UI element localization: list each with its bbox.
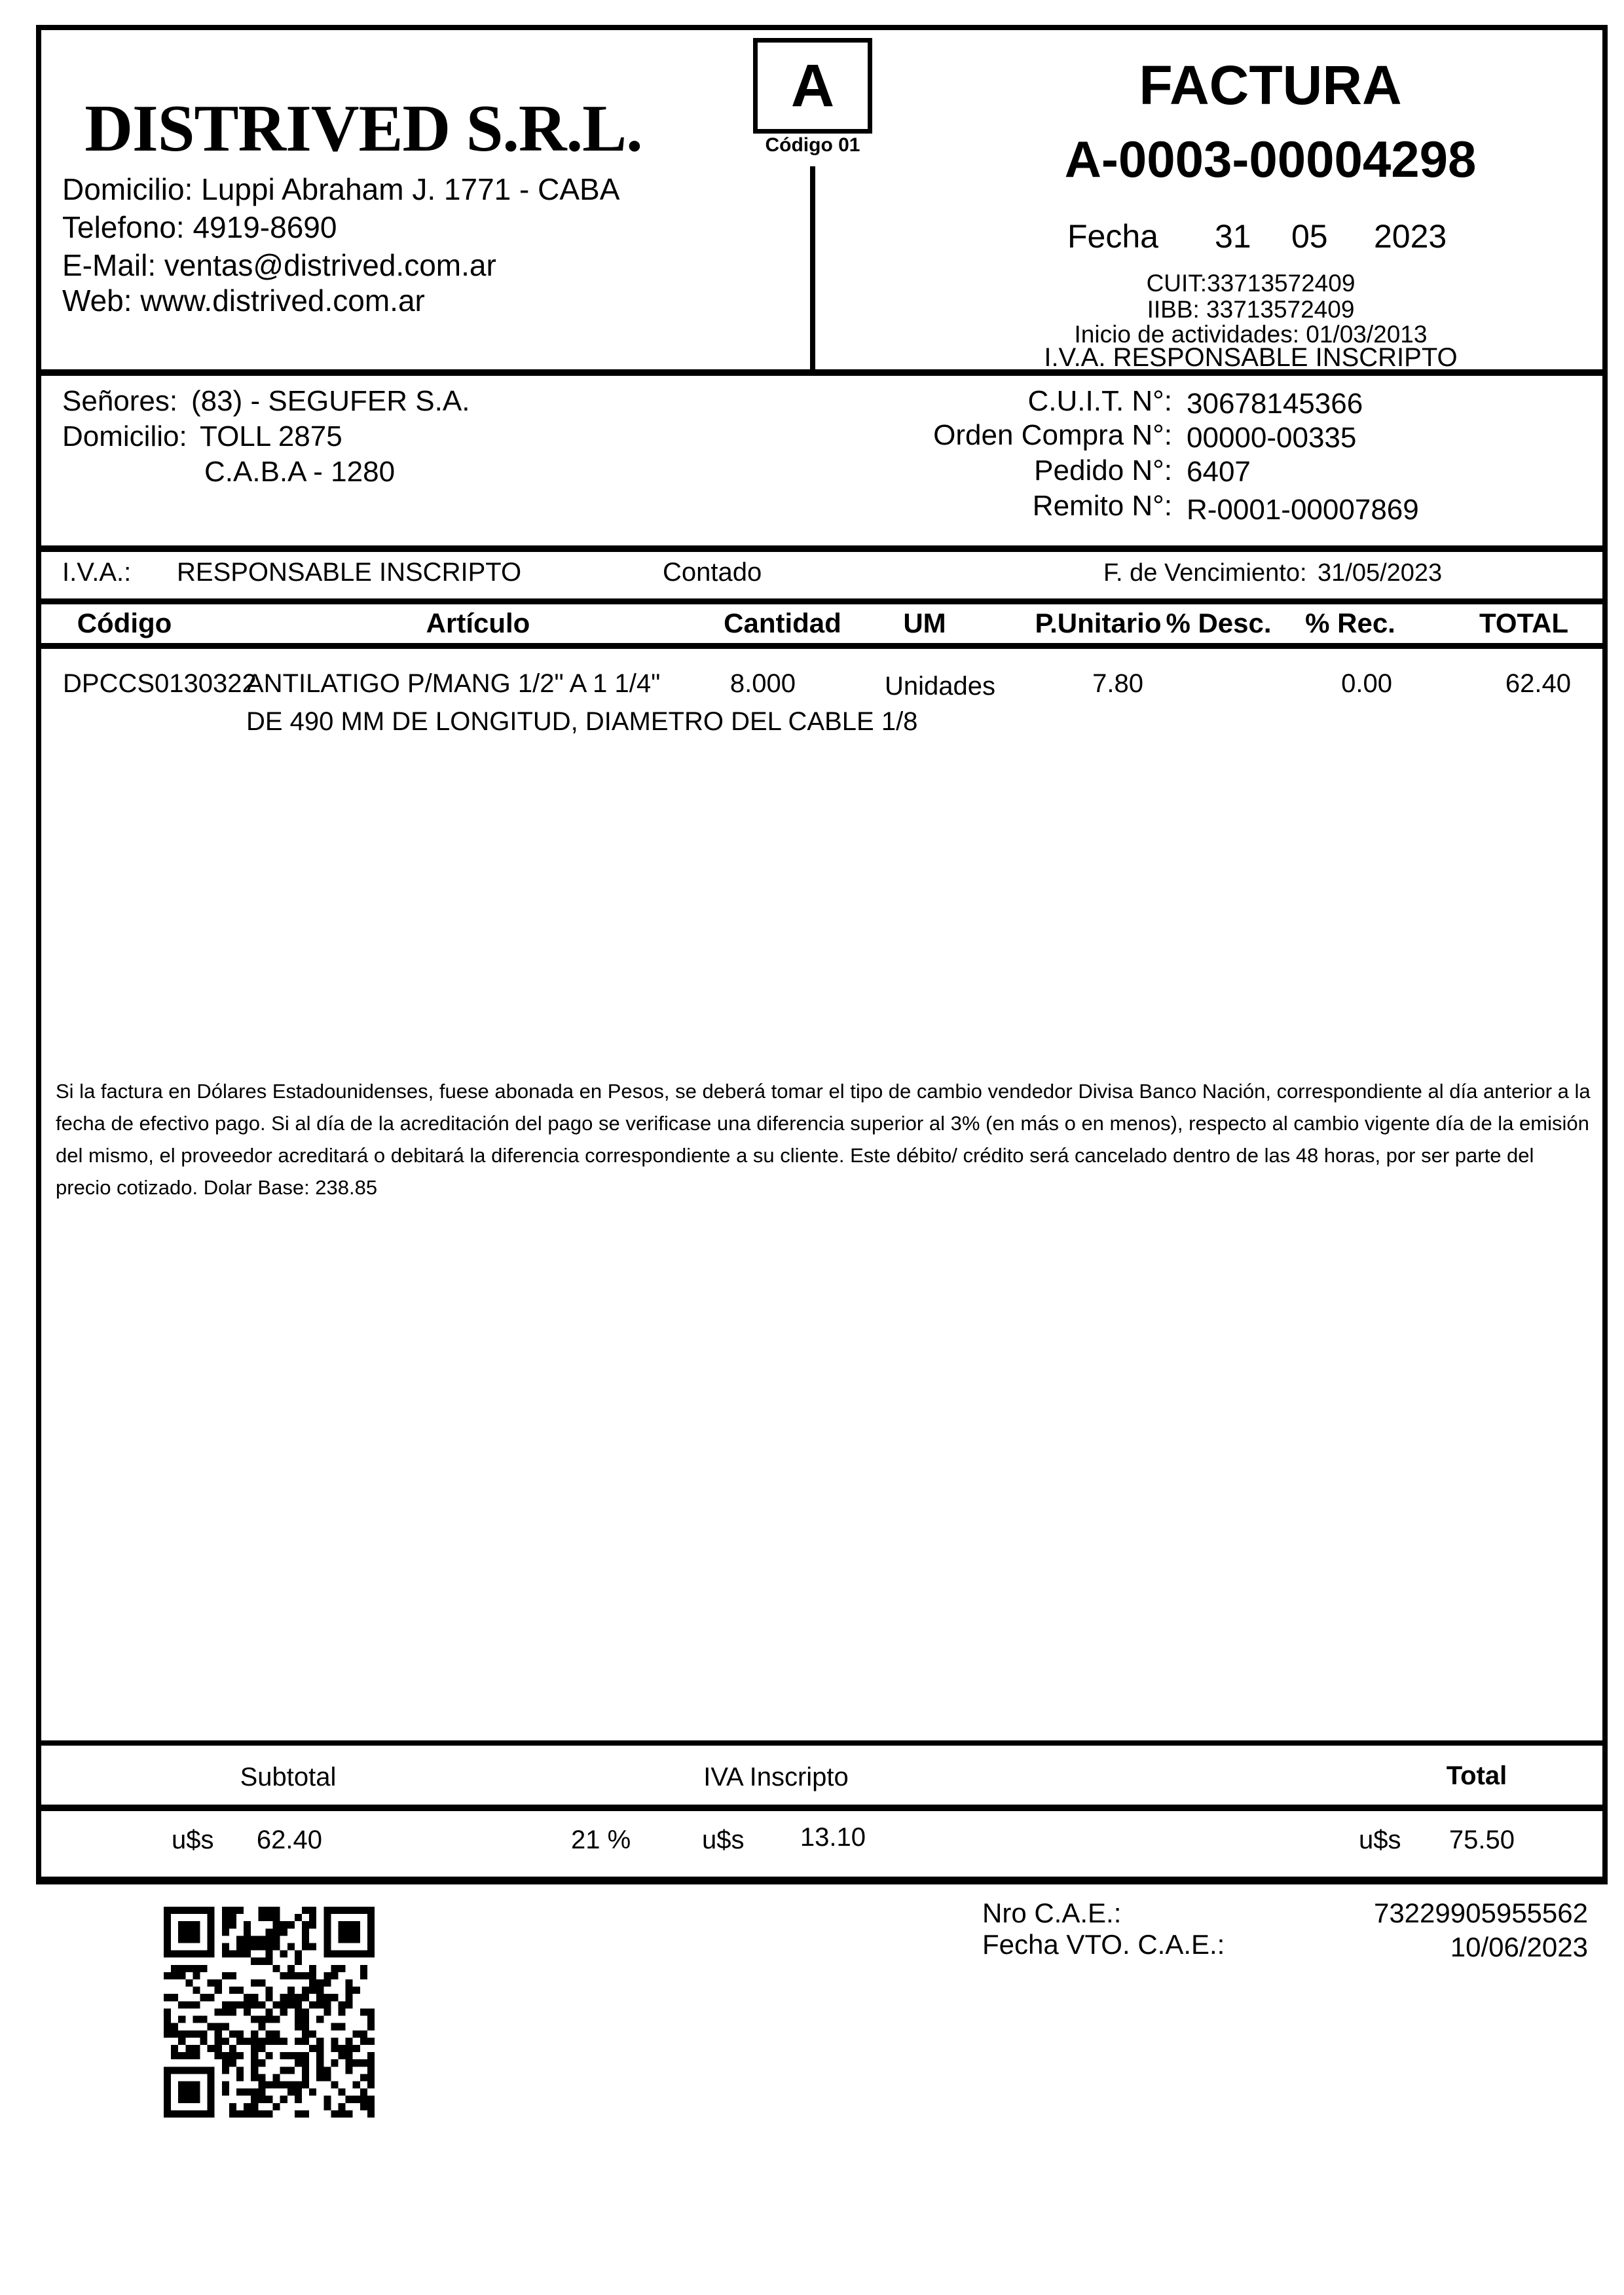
col-header-punitario: P.Unitario xyxy=(1035,608,1162,638)
item-article-line2: DE 490 MM DE LONGITUD, DIAMETRO DEL CABLE 1/8 xyxy=(246,707,918,736)
subtotal-currency: u$s xyxy=(172,1826,214,1854)
border-left xyxy=(36,25,41,1884)
activity-start: Inicio de actividades: 01/03/2013 xyxy=(1074,321,1428,348)
purchase-order: 00000-00335 xyxy=(1187,422,1357,454)
cae-due-label: Fecha VTO. C.A.E.: xyxy=(982,1929,1225,1960)
cae-due-date: 10/06/2023 xyxy=(1450,1932,1588,1962)
company-cuit: CUIT:33713572409 xyxy=(1146,270,1356,297)
total-label: Total xyxy=(1446,1761,1507,1790)
border-top xyxy=(36,25,1608,30)
rule-totals-bottom xyxy=(36,1877,1608,1884)
order-number-label: Pedido N°: xyxy=(1034,454,1172,487)
delivery-note: R-0001-00007869 xyxy=(1187,494,1419,526)
customer-address: TOLL 2875 xyxy=(200,420,342,452)
total-value: 75.50 xyxy=(1449,1826,1515,1854)
company-iibb: IIBB: 33713572409 xyxy=(1147,296,1355,323)
col-header-rec: % Rec. xyxy=(1305,608,1395,638)
payment-terms: Contado xyxy=(663,558,762,587)
rule-conditions-bottom xyxy=(36,598,1608,604)
order-number: 6407 xyxy=(1187,456,1251,488)
customer-cuit-label: C.U.I.T. N°: xyxy=(1027,385,1172,417)
date-day: 31 xyxy=(1215,218,1251,255)
col-header-desc: % Desc. xyxy=(1166,608,1272,638)
invoice-letter-caption: Código 01 xyxy=(765,134,860,156)
item-recharge: 0.00 xyxy=(1341,669,1392,698)
iva-rate: 21 % xyxy=(571,1826,631,1854)
invoice-letter-box xyxy=(753,38,872,134)
due-date-label: F. de Vencimiento: xyxy=(1103,559,1307,587)
invoice-number: A-0003-00004298 xyxy=(1064,130,1477,188)
iva-label: I.V.A.: xyxy=(62,558,132,587)
document-title: FACTURA xyxy=(1139,54,1402,116)
date-month: 05 xyxy=(1291,218,1328,255)
iva-value: RESPONSABLE INSCRIPTO xyxy=(177,558,522,587)
iva-currency: u$s xyxy=(702,1826,745,1854)
qr-code-image xyxy=(164,1907,375,2118)
col-header-cantidad: Cantidad xyxy=(724,608,841,638)
item-quantity: 8.000 xyxy=(729,669,796,698)
item-total: 62.40 xyxy=(1505,669,1571,698)
company-phone: Telefono: 4919-8690 xyxy=(62,210,337,244)
item-article: ANTILATIGO P/MANG 1/2" A 1 1/4" xyxy=(246,669,661,698)
due-date: 31/05/2023 xyxy=(1318,559,1443,587)
header-divider xyxy=(810,166,815,369)
rule-totals-top xyxy=(36,1740,1608,1746)
purchase-order-label: Orden Compra N°: xyxy=(933,419,1172,451)
date-label: Fecha xyxy=(1067,218,1158,255)
border-right xyxy=(1602,25,1608,1884)
company-iva-condition: I.V.A. RESPONSABLE INSCRIPTO xyxy=(1044,343,1458,372)
rule-tablehead-bottom xyxy=(36,643,1608,649)
rule-customer-bottom xyxy=(36,545,1608,552)
qr-code xyxy=(164,1907,375,2118)
cae-number: 73229905955562 xyxy=(1373,1898,1588,1928)
item-unit-price: 7.80 xyxy=(1092,669,1143,698)
company-address: Domicilio: Luppi Abraham J. 1771 - CABA xyxy=(62,172,620,206)
customer-cuit: 30678145366 xyxy=(1187,388,1363,420)
item-um: Unidades xyxy=(885,672,996,701)
company-email: E-Mail: ventas@distrived.com.ar xyxy=(62,248,496,282)
invoice-letter: A xyxy=(790,52,835,119)
customer-name: (83) - SEGUFER S.A. xyxy=(191,385,470,417)
exchange-terms: Si la factura en Dólares Estadounidenses, fuese abonada en Pesos, se deberá tomar el tipo de cambio vendedor Divisa Banco Nación, correspondiente al día anterior a la fecha de efectivo pago. Si al día de la acreditación del pago se verificase una diferencia superior al 3% (en más o en menos), respecto al cambio vigente día de la emisión del mismo, el proveedor acreditará o debitará la diferencia correspondiente a su cliente. Este débito/ crédito será cancelado dentro de las 48 horas, por ser parte del precio cotizado. Dolar Base: 238.85 xyxy=(56,1080,1591,1199)
customer-address-label: Domicilio: xyxy=(62,420,187,452)
col-header-um: UM xyxy=(903,608,946,638)
subtotal-label: Subtotal xyxy=(240,1763,337,1791)
rule-totals-mid xyxy=(36,1805,1608,1811)
delivery-note-label: Remito N°: xyxy=(1032,490,1172,522)
iva-amount: 13.10 xyxy=(800,1823,866,1852)
col-header-articulo: Artículo xyxy=(426,608,530,638)
date-year: 2023 xyxy=(1374,218,1447,255)
company-name: DISTRIVED S.R.L. xyxy=(84,92,642,166)
cae-number-label: Nro C.A.E.: xyxy=(982,1898,1122,1928)
col-header-total: TOTAL xyxy=(1479,608,1569,638)
total-currency: u$s xyxy=(1359,1826,1401,1854)
customer-city: C.A.B.A - 1280 xyxy=(204,456,396,488)
col-header-codigo: Código xyxy=(77,608,172,638)
subtotal-value: 62.40 xyxy=(256,1826,322,1854)
customer-label: Señores: xyxy=(62,385,178,417)
iva-inscripto-label: IVA Inscripto xyxy=(703,1763,849,1791)
company-web: Web: www.distrived.com.ar xyxy=(62,284,425,318)
item-code: DPCCS0130322 xyxy=(63,669,257,698)
